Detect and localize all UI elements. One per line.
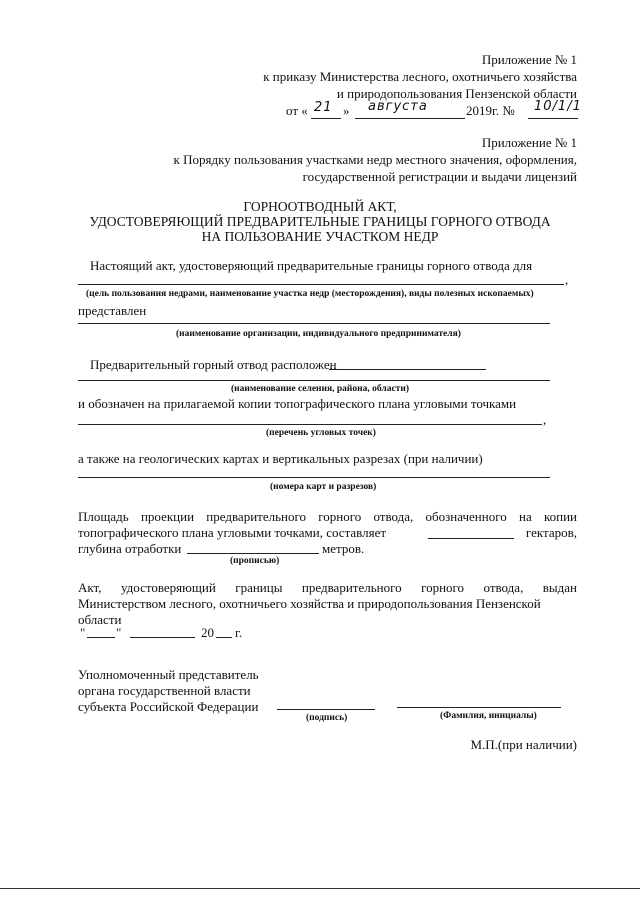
doc-title-3: НА ПОЛЬЗОВАНИЕ УЧАСТКОМ НЕДР (201, 229, 439, 244)
order-ref-cont: и природопользования Пензенской области (336, 86, 577, 101)
number-underline (528, 118, 578, 119)
purpose-field-line (78, 284, 564, 285)
handwritten-number: 10/1/1 (534, 99, 582, 114)
day-underline (311, 118, 341, 119)
location-hint: (наименование селения, района, области) (231, 384, 409, 394)
issued-text-1: Акт, удостоверяющий границы предварительного горного отвода, выдан (78, 580, 577, 595)
points-field-line (78, 424, 542, 425)
rep-line-1: Уполномоченный представитель (78, 667, 259, 682)
org-hint: (наименование организации, индивидуального предпринимателя) (176, 329, 461, 339)
org-field-line (78, 323, 550, 324)
appendix2-number: Приложение № 1 (481, 135, 577, 150)
area-text-2: топографического плана угловыми точками, составляет (78, 525, 387, 540)
rep-line-2: органа государственной власти (78, 683, 251, 698)
year-prefix: 20 (201, 625, 214, 640)
area-field-line (428, 538, 514, 539)
location-field-line-2 (78, 380, 550, 381)
intro-text: Настоящий акт, удостоверяющий предварительные границы горного отвода для (90, 258, 533, 273)
purpose-hint: (цель пользования недрами, наименование участка недр (месторождения), виды полезных ископаемых) (86, 289, 534, 299)
depth-field-line (187, 553, 319, 554)
procedure-ref-cont: государственной регистрации и выдачи лицензий (302, 169, 577, 184)
date-mid: » (343, 103, 350, 118)
month-underline (355, 118, 465, 119)
handwritten-month: августа (368, 99, 428, 114)
order-ref: к приказу Министерства лесного, охотничьего хозяйства (263, 69, 577, 84)
issue-day-line (87, 637, 115, 638)
doc-title: ГОРНООТВОДНЫЙ АКТ, (243, 199, 397, 214)
rep-line-3: субъекта Российской Федерации (78, 699, 259, 714)
doc-title-2: УДОСТОВЕРЯЮЩИЙ ПРЕДВАРИТЕЛЬНЫЕ ГРАНИЦЫ ГОРНОГО ОТВОДА (89, 214, 551, 229)
points-comma: , (543, 412, 547, 427)
points-label: и обозначен на прилагаемой копии топографического плана угловыми точками (78, 396, 517, 411)
words-hint: (прописью) (230, 556, 280, 566)
year-suffix: г. (235, 625, 243, 640)
stamp-label: М.П.(при наличии) (470, 737, 577, 752)
comma: , (565, 272, 569, 287)
issue-year-line (216, 637, 232, 638)
quote-open: " (80, 625, 86, 640)
maps-field-line (78, 477, 550, 478)
signature-line (277, 709, 375, 710)
area-text-1: Площадь проекции предварительного горного отвода, обозначенного на копии (78, 509, 577, 524)
issued-text-2: Министерством лесного, охотничьего хозяйства и природопользования Пензенской (78, 596, 541, 611)
area-unit: гектаров, (525, 525, 577, 540)
maps-hint: (номера карт и разрезов) (270, 482, 377, 492)
page-bottom-edge (0, 888, 640, 889)
date-year: 2019г. № (466, 103, 515, 118)
signature-hint: (подпись) (306, 713, 348, 723)
quote-close: " (116, 625, 122, 640)
handwritten-day: 21 (314, 100, 333, 115)
depth-label: глубина отработки (78, 541, 182, 556)
date-prefix: от « (286, 103, 308, 118)
location-label: Предварительный горный отвод расположен (90, 357, 337, 372)
issue-month-line (130, 637, 195, 638)
location-field-line-1 (329, 369, 486, 370)
issued-text-3: области (78, 612, 122, 627)
points-hint: (перечень угловых точек) (266, 428, 376, 438)
appendix-number: Приложение № 1 (481, 52, 577, 67)
geomaps-label: а также на геологических картах и вертикальных разрезах (при наличии) (78, 451, 483, 466)
name-line (397, 707, 561, 708)
presented-label: представлен (78, 303, 147, 318)
depth-unit: метров. (322, 541, 365, 556)
name-hint: (Фамилия, инициалы) (440, 711, 537, 721)
procedure-ref: к Порядку пользования участками недр местного значения, оформления, (173, 152, 577, 167)
